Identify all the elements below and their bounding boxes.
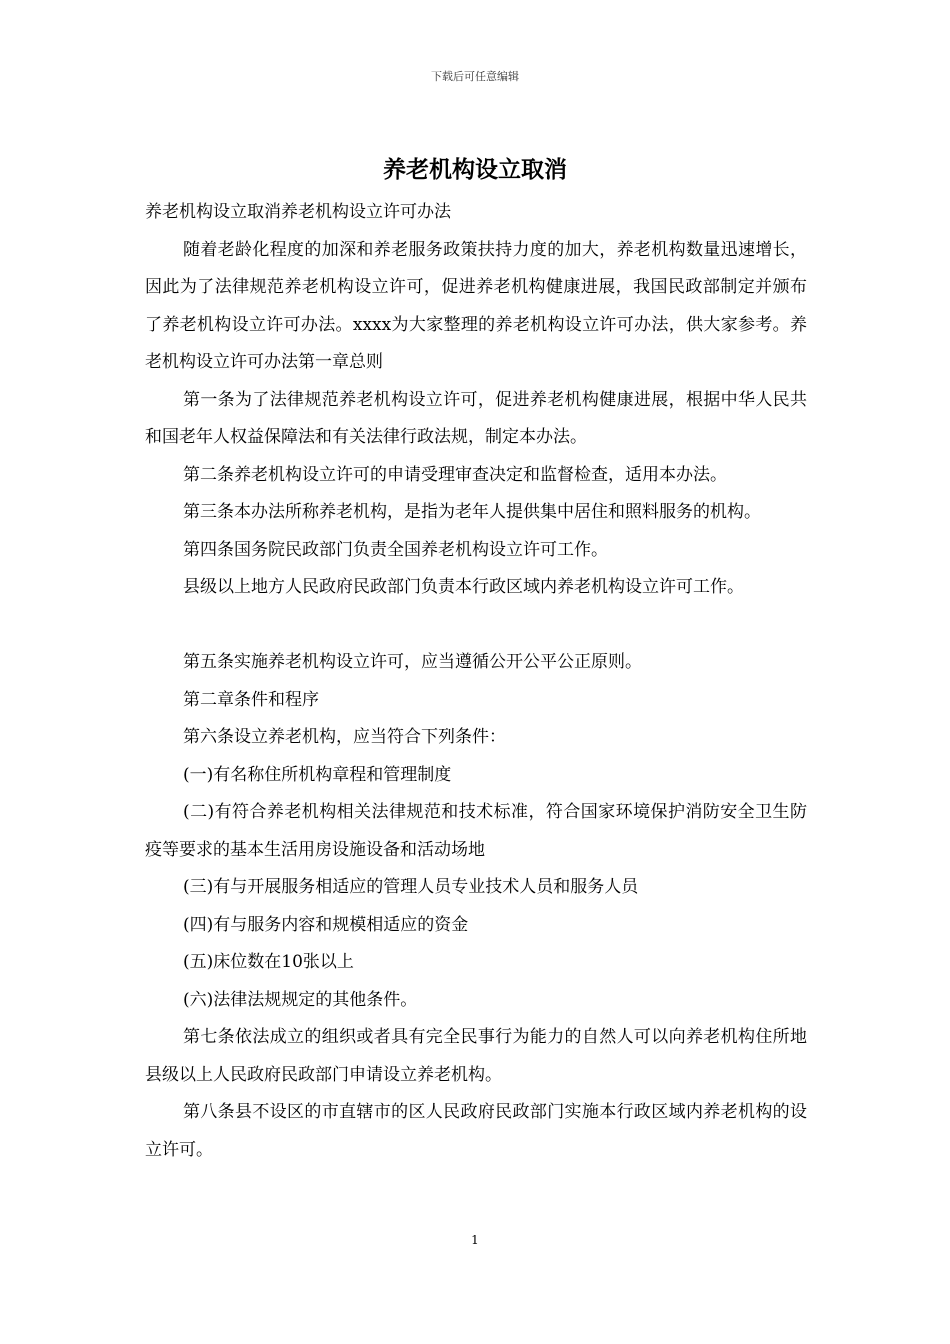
list-item-condition-1: (一)有名称住所机构章程和管理制度 bbox=[183, 764, 452, 785]
paragraph-article-4: 第四条国务院民政部门负责全国养老机构设立许可工作。 bbox=[183, 539, 608, 560]
chapter-heading-2: 第二章条件和程序 bbox=[183, 689, 319, 710]
list-item-condition-5: (五)床位数在10张以上 bbox=[183, 952, 354, 972]
document-body bbox=[145, 194, 807, 1169]
paragraph-article-3: 第三条本办法所称养老机构，是指为老年人提供集中居住和照料服务的机构。 bbox=[183, 502, 761, 522]
document-subtitle: 养老机构设立取消养老机构设立许可办法 bbox=[145, 202, 451, 222]
list-item-condition-4: (四)有与服务内容和规模相适应的资金 bbox=[183, 914, 469, 935]
list-item-condition-2: (二)有符合养老机构相关法律规范和技术标准，符合国家环境保护消防安全卫生防疫等要求的基本生活用房设施设备和活动场地 bbox=[145, 802, 807, 860]
paragraph-gap bbox=[145, 607, 807, 645]
document-title: 养老机构设立取消 bbox=[383, 156, 567, 183]
paragraph-article-8: 第八条县不设区的市直辖市的区人民政府民政部门实施本行政区域内养老机构的设立许可。 bbox=[145, 1102, 807, 1160]
paragraph-article-4-local: 县级以上地方人民政府民政部门负责本行政区域内养老机构设立许可工作。 bbox=[183, 577, 744, 597]
list-item-condition-3: (三)有与开展服务相适应的管理人员专业技术人员和服务人员 bbox=[183, 877, 639, 897]
paragraph-article-7: 第七条依法成立的组织或者具有完全民事行为能力的自然人可以向养老机构住所地县级以上人民政府民政部门申请设立养老机构。 bbox=[145, 1027, 807, 1085]
header-note: 下载后可任意编辑 bbox=[431, 70, 519, 83]
paragraph-article-1: 第一条为了法律规范养老机构设立许可，促进养老机构健康进展，根据中华人民共和国老年人权益保障法和有关法律行政法规，制定本办法。 bbox=[145, 389, 807, 447]
page-number: 1 bbox=[471, 1233, 479, 1247]
paragraph-article-2: 第二条养老机构设立许可的申请受理审查决定和监督检查，适用本办法。 bbox=[183, 464, 727, 485]
paragraph-article-6: 第六条设立养老机构，应当符合下列条件： bbox=[183, 727, 506, 747]
paragraph-article-5: 第五条实施养老机构设立许可，应当遵循公开公平公正原则。 bbox=[183, 652, 642, 672]
list-item-condition-6: (六)法律法规规定的其他条件。 bbox=[183, 989, 418, 1010]
paragraph-intro: 随着老龄化程度的加深和养老服务政策扶持力度的加大，养老机构数量迅速增长，因此为了法律规范养老机构设立许可，促进养老机构健康进展，我国民政部制定并颁布了养老机构设立许可办法。xxxx为大家整理的养老机构设立许可办法，供大家参考。养老机构设立许可办法第一章总则 bbox=[145, 239, 807, 372]
